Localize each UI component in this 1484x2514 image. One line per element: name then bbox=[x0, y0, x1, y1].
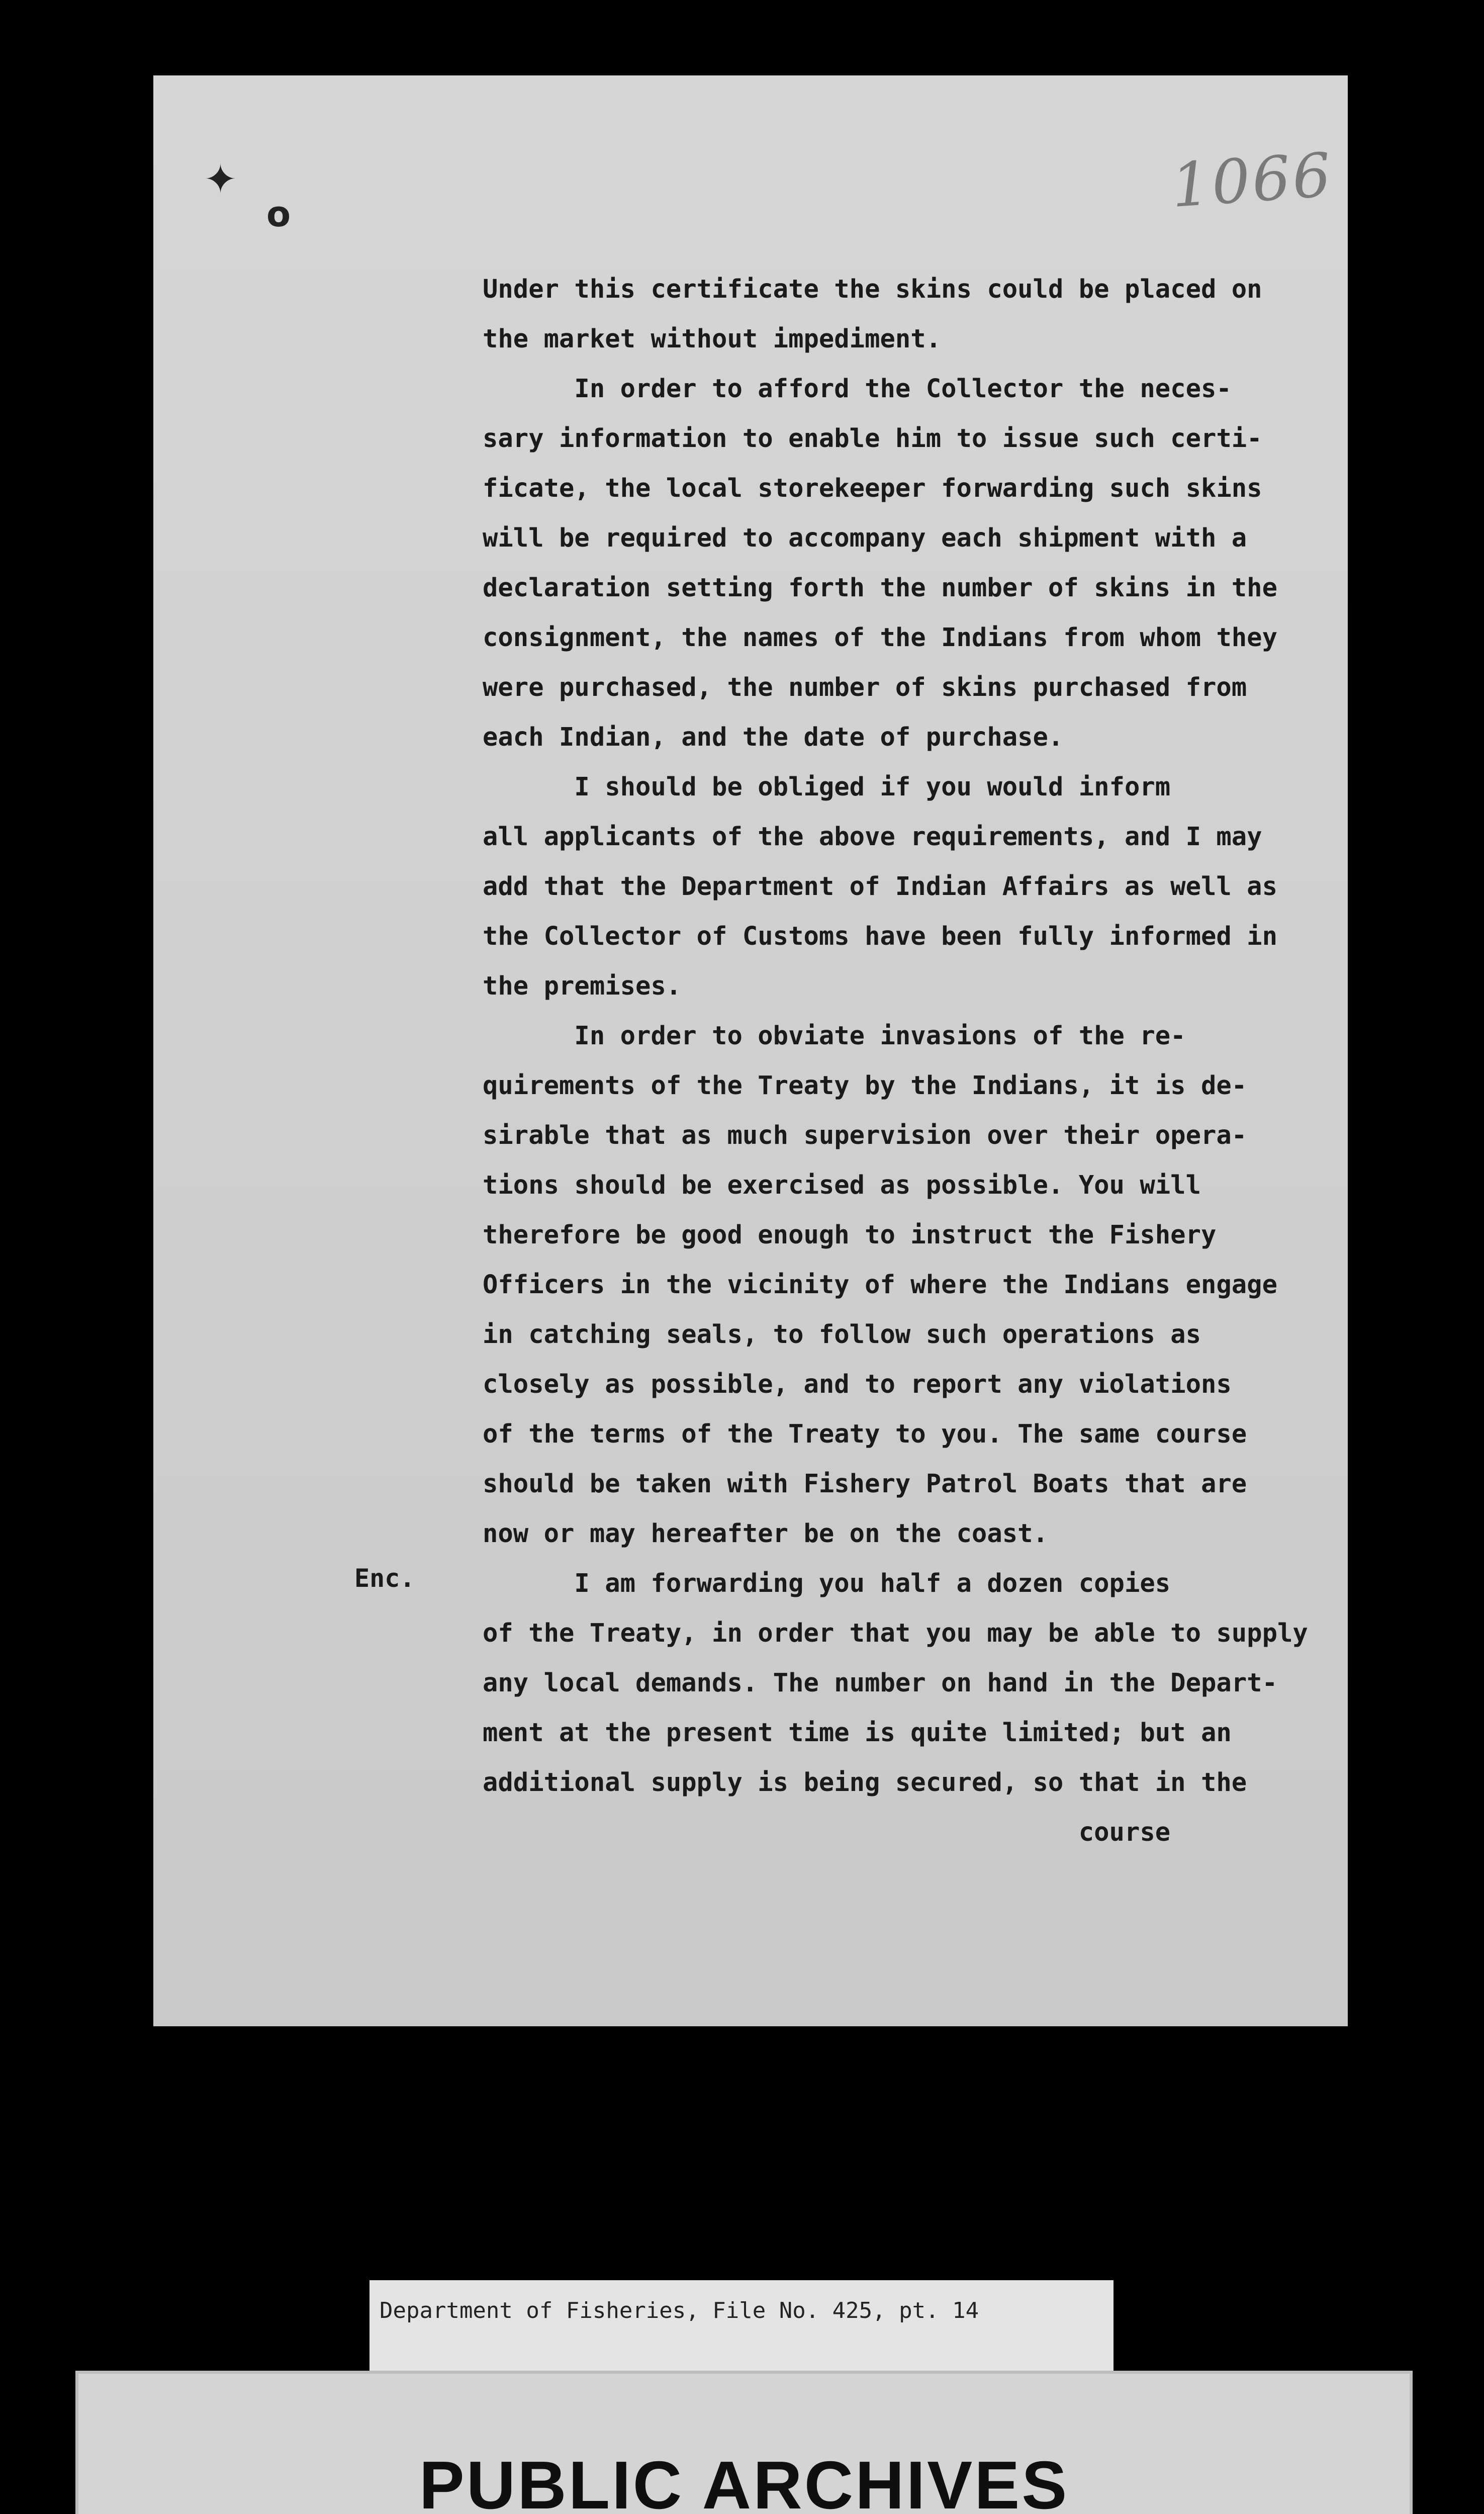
text-line: of the terms of the Treaty to you. The same course bbox=[483, 1419, 1247, 1449]
text-line: the Collector of Customs have been fully informed in bbox=[483, 921, 1277, 951]
text-line: therefore be good enough to instruct the Fishery bbox=[483, 1220, 1217, 1249]
text-line: ment at the present time is quite limited; but an bbox=[483, 1718, 1232, 1747]
text-line: tions should be exercised as possible. You will bbox=[483, 1170, 1201, 1200]
file-reference-label bbox=[369, 2280, 1114, 2381]
punch-mark-icon: ✦ bbox=[204, 156, 238, 203]
text-line: all applicants of the above requirements, and I may bbox=[483, 822, 1262, 851]
text-line: additional supply is being secured, so that in the bbox=[483, 1767, 1247, 1797]
text-line: sirable that as much supervision over their opera- bbox=[483, 1120, 1247, 1150]
text-line: of the Treaty, in order that you may be able to supply bbox=[483, 1618, 1308, 1648]
text-line: closely as possible, and to report any violations bbox=[483, 1369, 1232, 1399]
text-line: should be taken with Fishery Patrol Boats that are bbox=[483, 1469, 1247, 1498]
text-line: consignment, the names of the Indians from whom they bbox=[483, 622, 1277, 652]
text-line: I should be obliged if you would inform bbox=[483, 772, 1171, 801]
text-line: course bbox=[483, 1817, 1171, 1847]
file-reference-text: Department of Fisheries, File No. 425, pt. 14 bbox=[380, 2298, 979, 2323]
text-line: Officers in the vicinity of where the Indians engage bbox=[483, 1270, 1277, 1299]
text-line: add that the Department of Indian Affairs as well as bbox=[483, 871, 1277, 901]
text-line: In order to obviate invasions of the re- bbox=[483, 1021, 1186, 1050]
text-line: the market without impediment. bbox=[483, 324, 942, 353]
text-line: any local demands. The number on hand in the Depart- bbox=[483, 1668, 1277, 1697]
typed-letter-body bbox=[483, 264, 1337, 1857]
text-line: now or may hereafter be on the coast. bbox=[483, 1518, 1048, 1548]
text-line: the premises. bbox=[483, 971, 682, 1001]
text-line: I am forwarding you half a dozen copies bbox=[483, 1568, 1171, 1598]
text-line: were purchased, the number of skins purchased from bbox=[483, 672, 1247, 702]
text-line: quirements of the Treaty by the Indians, it is de- bbox=[483, 1070, 1247, 1100]
text-line: each Indian, and the date of purchase. bbox=[483, 722, 1064, 752]
text-line: In order to afford the Collector the neces- bbox=[483, 374, 1232, 403]
archives-stamp-card bbox=[75, 2371, 1413, 2514]
text-line: will be required to accompany each shipment with a bbox=[483, 523, 1247, 553]
punch-hole-icon: o bbox=[266, 194, 291, 235]
page-number: 1066 bbox=[1169, 140, 1335, 222]
text-line: Under this certificate the skins could be placed on bbox=[483, 274, 1262, 304]
margin-note-enc: Enc. bbox=[354, 1564, 415, 1593]
text-line: sary information to enable him to issue such certi- bbox=[483, 423, 1262, 453]
text-line: ficate, the local storekeeper forwarding such skins bbox=[483, 473, 1262, 503]
text-line: in catching seals, to follow such operations as bbox=[483, 1319, 1201, 1349]
archives-line-english: PUBLIC ARCHIVES bbox=[419, 2447, 1069, 2514]
text-line: declaration setting forth the number of skins in the bbox=[483, 573, 1277, 602]
